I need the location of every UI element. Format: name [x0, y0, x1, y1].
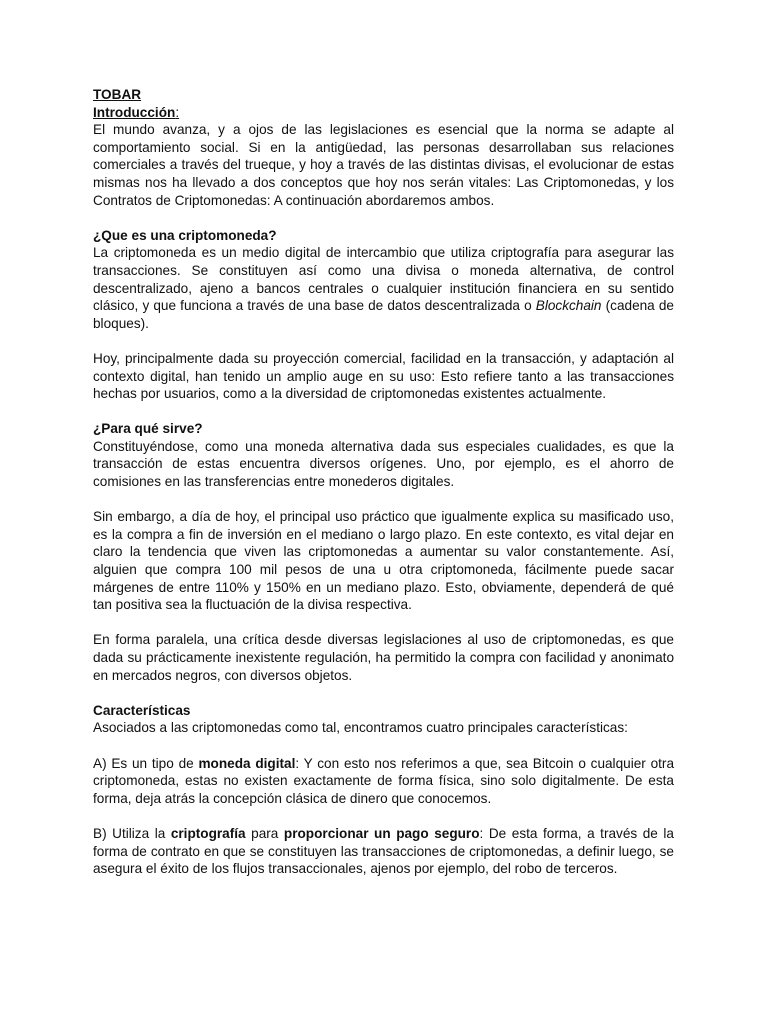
purpose-paragraph-2: Sin embargo, a día de hoy, el principal uso práctico que igualmente explica su masificado uso, es la compra a fin de inversión en el mediano o largo plazo. En este contexto, es vital dejar en claro la tendencia que viven las criptomonedas a aumentar su valor constantemente. Así, alguien que compra 100 mil pesos de una u otra criptomoneda, fácilmente puede sacar márgenes de entre 110% y 150% en un mediano plazo. Esto, obviamente, dependerá de qué tan positiva sea la fluctuación de la divisa respectiva. [93, 509, 674, 613]
characteristic-b-bold-1: criptografía [170, 825, 246, 841]
blockchain-term: Blockchain [535, 298, 602, 314]
purpose-paragraph-1: Constituyéndose, como una moneda alternativa dada sus especiales cualidades, es que la transacción de estas encuentra diversos orígenes. Uno, por ejemplo, es el ahorro de comisiones en las transferencias entre monederos digitales. [93, 438, 674, 490]
intro-paragraph: El mundo avanza, y a ojos de las legislaciones es esencial que la norma se adapte al comportamiento social. Si en la antigüedad, las personas desarrollaban sus relaciones comerciales a través del trueque, y hoy a través de las distintas divisas, el evolucionar de estas mismas nos ha llevado a dos conceptos que hoy nos serán vitales: Las Criptomonedas, y los Contratos de Criptomonedas: A continuación abordaremos ambos. [93, 122, 674, 208]
intro-heading [93, 104, 674, 122]
intro-title: Introducción [93, 104, 176, 120]
characteristic-b-prefix: B) Utiliza la [93, 825, 171, 841]
what-is-text-b: (cadena de bloques). [93, 298, 674, 331]
section-heading-purpose: ¿Para qué sirve? [93, 421, 203, 437]
characteristic-a-prefix: A) Es un tipo de [93, 755, 199, 771]
characteristic-b-bold-2: proporcionar un pago seguro [283, 825, 480, 841]
characteristic-a [93, 755, 674, 808]
what-is-paragraph-2: Hoy, principalmente dada su proyección comercial, facilidad en la transacción, y adaptación al contexto digital, han tenido un amplio auge en su uso: Esto refiere tanto a las transacciones hechas por usuarios, como a la diversidad de criptomonedas existentes actualmente. [93, 350, 674, 402]
characteristic-b-mid: para [245, 825, 284, 841]
characteristic-a-bold: moneda digital [198, 755, 296, 771]
characteristic-b-rest: : De esta forma, a través de la forma de contrato en que se constituyen las transacciones de criptomonedas, a definir luego, se asegura el éxito de los flujos transaccionales, ajenos por ejemplo, del robo de terceros. [93, 825, 674, 877]
what-is-text-a: La criptomoneda es un medio digital de intercambio que utiliza criptografía para asegurar las transacciones. Se constituyen así como una divisa o moneda alternativa, de control descentralizado, ajeno a bancos centrales o cualquier institución financiera en su sentido clásico, y que funciona a través de una base de datos descentralizada o [93, 245, 674, 314]
section-heading-what-is: ¿Que es una criptomoneda? [93, 227, 277, 243]
author-heading: TOBAR [93, 87, 142, 102]
what-is-paragraph-1 [93, 244, 674, 332]
section-heading-characteristics: Características [93, 702, 191, 718]
purpose-paragraph-3: En forma paralela, una crítica desde diversas legislaciones al uso de criptomonedas, es que dada su prácticamente inexistente regulación, ha permitido la compra con facilidad y anonimato en mercados negros, con diversos objetos. [93, 632, 674, 683]
characteristic-a-rest: : Y con esto nos referimos a que, sea Bitcoin o cualquier otra criptomoneda, estas no existen exactamente de forma física, sino solo digitalmente. De esta forma, deja atrás la concepción clásica de dinero que conocemos. [93, 755, 674, 806]
intro-colon: : [175, 104, 180, 120]
characteristics-intro: Asociados a las criptomonedas como tal, encontramos cuatro principales características: [93, 720, 628, 736]
characteristic-b [93, 825, 674, 878]
